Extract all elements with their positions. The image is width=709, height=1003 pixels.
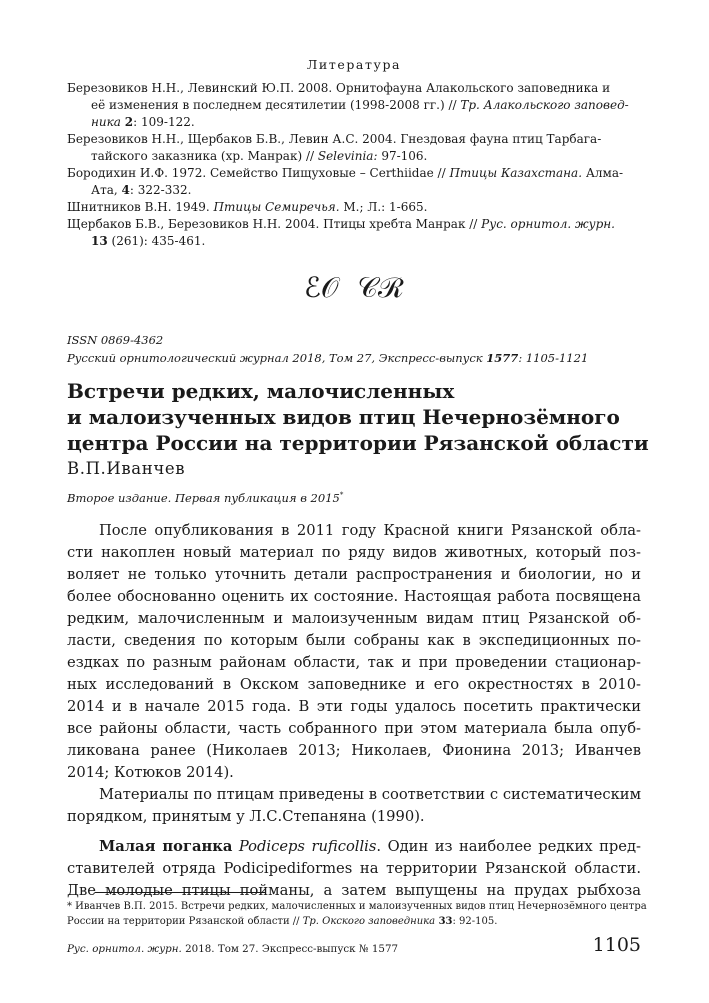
section-ornament	[67, 271, 641, 305]
reference-item	[67, 80, 641, 131]
reference-line: Березовиков Н.Н., Левинский Ю.П. 2008. Орнитофауна Алакольского заповедника и	[67, 81, 611, 95]
footnote: * Иванчев В.П. 2015. Встречи редких, малочисленных и малоизученных видов птиц Нечернозёмного центра России на территории Рязанской области // Тр. Окского заповедника 33: 92-105.	[67, 901, 647, 927]
article-body	[67, 520, 641, 902]
reference-line: Бородихин И.Ф. 1972. Семейство Пищуховые – Certhiidae // Птицы Казахстана. Алма-	[67, 166, 624, 180]
reference-line: Березовиков Н.Н., Щербаков Б.В., Левин А.С. 2004. Гнездовая фауна птиц Тарбага-	[67, 132, 602, 146]
footnote-separator	[95, 892, 265, 893]
reference-line: ника 2: 109-122.	[91, 115, 195, 129]
species-name: Малая поганка	[99, 838, 233, 855]
reference-line: Щербаков Б.В., Березовиков Н.Н. 2004. Птицы хребта Манрак // Рус. орнитол. журн.	[67, 217, 615, 231]
reference-item	[67, 131, 641, 165]
species-latin: Podiceps ruficollis	[238, 838, 377, 855]
references-heading: Литература	[306, 57, 402, 72]
reference-line: тайского заказника (хр. Манрак) // Selevinia: 97-106.	[91, 149, 428, 163]
issue-number: 1577	[486, 351, 519, 365]
reference-item	[67, 216, 641, 250]
ornament-right-glyph: 𝒞ℛ	[357, 271, 405, 304]
paragraph-gap	[67, 828, 641, 836]
ornament-left-glyph: ℰ𝒪	[303, 271, 339, 304]
journal-citation: Русский орнитологический журнал 2018, Том 27, Экспресс-выпуск 1577: 1105-1121	[67, 351, 589, 365]
issn: ISSN 0869-4362	[67, 333, 164, 347]
reference-line: Шнитников В.Н. 1949. Птицы Семиречья. М.; Л.: 1-665.	[67, 200, 428, 214]
references-list	[67, 80, 641, 250]
footer-journal: Рус. орнитол. журн. 2018. Том 27. Экспресс-выпуск № 1577	[67, 943, 399, 955]
reference-line: её изменения в последнем десятилетии (1998-2008 гг.) // Тр. Алакольского заповед-	[91, 98, 629, 112]
article-author: В.П.Иванчев	[67, 459, 186, 478]
paragraph: После опубликования в 2011 году Красной книги Рязанской обла- сти накоплен новый материал по ряду видов животных, который поз- воляет не только уточнить детали распространения и биологии, но и более обоснованно оценить их состояние. Настоящая работа посвящена редким, малочисленным и малоизученным видам птиц Рязанской об- ласти, сведения по которым были собраны как в экспедиционных по- ездках по разным районам области, так и при проведении стационар- ных исследований в Окском заповеднике и его окрестностях в 2010- 2014 и в начале 2015 года. В эти годы удалось посетить практически все районы области, часть собранного при этом материала была опуб- ликована ранее (Николаев 2013; Николаев, Фионина 2013; Иванчев 2014; Котюков 2014).	[67, 522, 641, 781]
article-title: Встречи редких, малочисленных и малоизученных видов птиц Нечернозёмного центра России на территории Рязанской области	[67, 379, 649, 455]
paragraph: Малая поганка Podiceps ruficollis. Один из наиболее редких пред- ставителей отряда Podicipediformes на территории Рязанской области. Две молодые птицы пойманы, а затем выпущены на прудах рыбхоза	[67, 838, 641, 899]
paragraph: Материалы по птицам приведены в соответствии с систематическим порядком, принятым у Л.С.Степаняна (1990).	[67, 786, 641, 825]
footnote-marker: *	[339, 491, 344, 500]
page-number: 1105	[592, 934, 641, 956]
reference-line: Ата, 4: 322-332.	[91, 183, 192, 197]
reference-line: 13 (261): 435-461.	[91, 234, 206, 248]
article-metadata	[67, 331, 641, 367]
reference-item	[67, 165, 641, 199]
edition-note: Второе издание. Первая публикация в 2015*	[67, 491, 344, 505]
reference-item	[67, 199, 641, 216]
page-footer	[67, 934, 641, 960]
